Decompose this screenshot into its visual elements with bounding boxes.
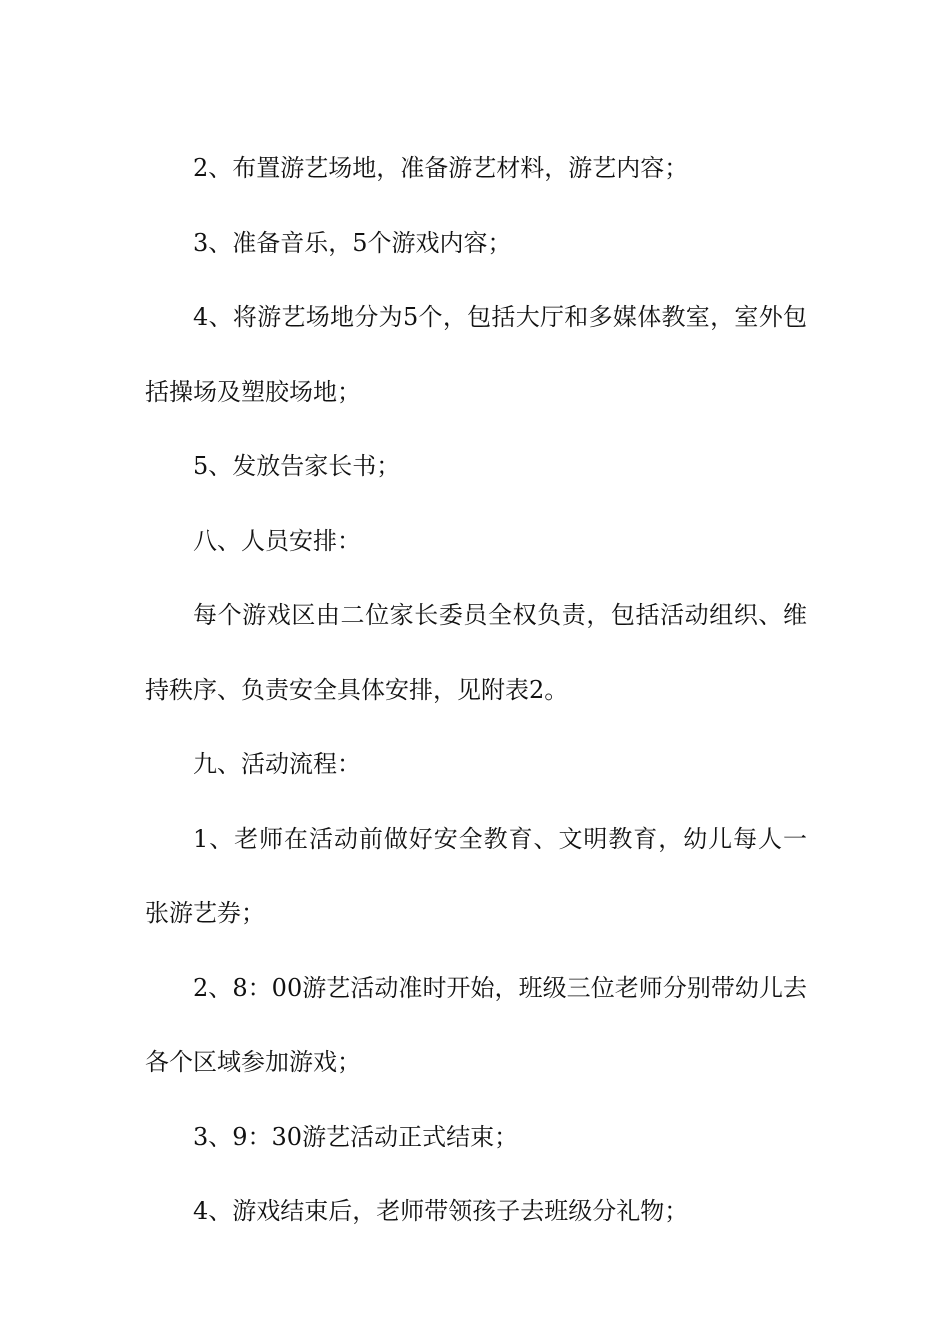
paragraph-safety-education: 1、老师在活动前做好安全教育、文明教育，幼儿每人一张游艺券；	[145, 824, 807, 927]
paragraph-parent-letter: 5、发放告家长书；	[193, 452, 401, 480]
section-heading-staffing: 八、人员安排：	[193, 526, 361, 555]
document-body	[145, 131, 807, 1249]
paragraph-setup-venue: 2、布置游艺场地，准备游艺材料，游艺内容；	[193, 154, 689, 182]
section-heading-process: 九、活动流程：	[193, 750, 361, 778]
paragraph-divide-venue: 4、将游艺场地分为5个，包括大厅和多媒体教室，室外包括操场及塑胶场地；	[145, 303, 807, 406]
paragraph-end-time: 3、9：30游艺活动正式结束；	[193, 1122, 519, 1151]
paragraph-staffing-detail: 每个游戏区由二位家长委员全权负责，包括活动组织、维持秩序、负责安全具体安排，见附表2。	[145, 601, 807, 704]
paragraph-prepare-music: 3、准备音乐，5个游戏内容；	[193, 228, 512, 257]
paragraph-gifts: 4、游戏结束后，老师带领孩子去班级分礼物；	[193, 1197, 689, 1225]
paragraph-start-time: 2、8：00游艺活动准时开始，班级三位老师分别带幼儿去各个区域参加游戏；	[145, 973, 807, 1076]
